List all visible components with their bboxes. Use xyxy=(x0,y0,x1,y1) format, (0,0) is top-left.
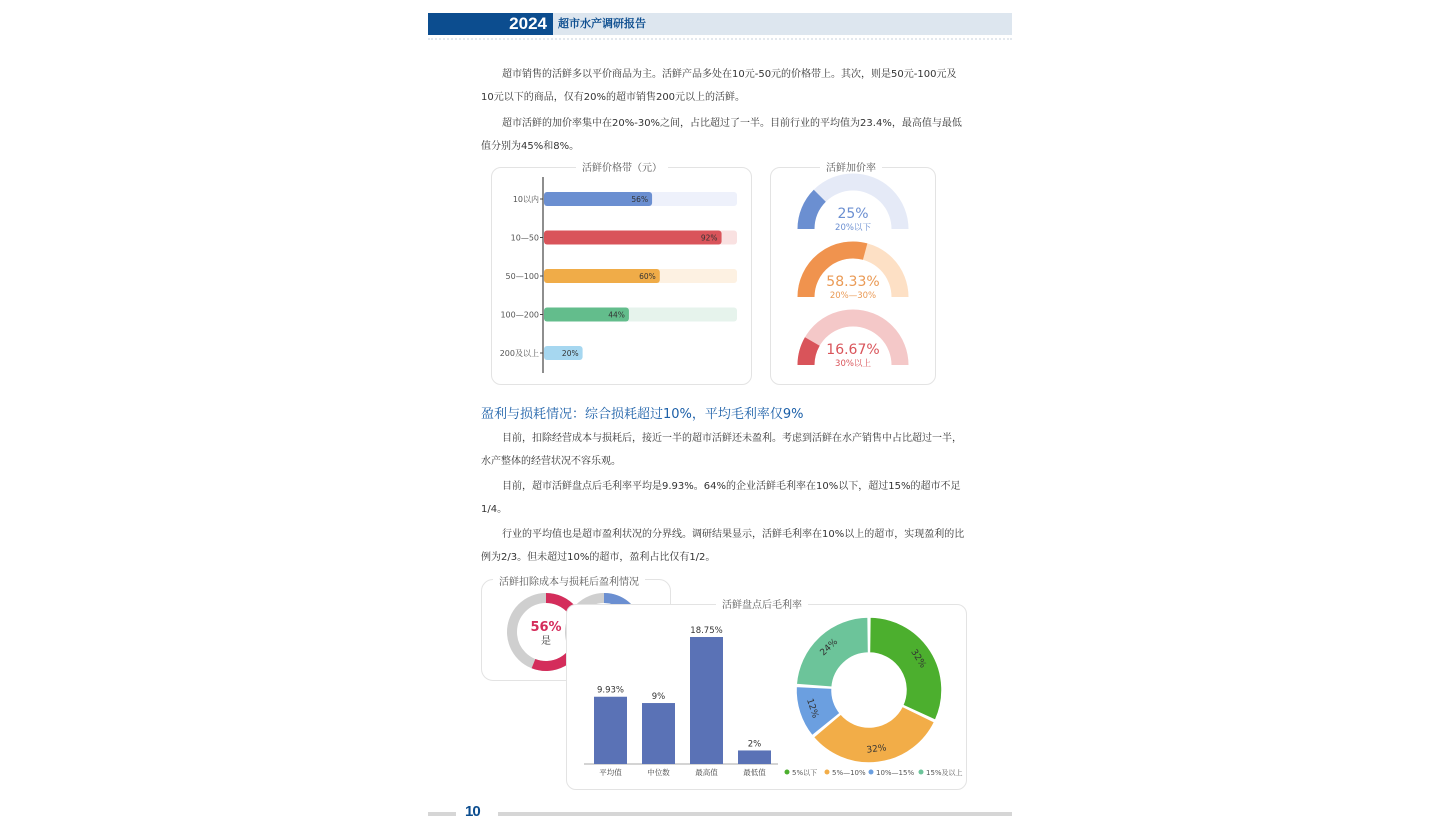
gross-margin-bar-chart xyxy=(566,604,786,788)
report-page xyxy=(428,0,1012,830)
donut-value-label: 24% xyxy=(818,637,841,659)
price-band-category-label: 50—100 xyxy=(505,272,539,281)
donut-slice xyxy=(869,617,942,720)
price-band-chart xyxy=(491,167,750,383)
legend-marker xyxy=(825,770,830,775)
gross-margin-category-label: 最低值 xyxy=(743,768,766,777)
ring-category-label: 是 xyxy=(541,636,551,647)
gross-margin-bar xyxy=(738,750,771,764)
paragraph-markup-rate: 超市活鲜的加价率集中在20%-30%之间，占比超过了一半。目前行业的平均值为23.4%，最高值与最低值分别为45%和8%。 xyxy=(481,118,962,152)
markup-rate-title: 活鲜加价率 xyxy=(820,159,882,174)
price-band-value-label: 20% xyxy=(561,349,579,358)
gross-margin-value-label: 2% xyxy=(747,739,762,750)
paragraph-price-band: 超市销售的活鲜多以平价商品为主。活鲜产品多处在10元-50元的价格带上。其次，则是50元-100元及10元以下的商品，仅有20%的超市销售200元以上的活鲜。 xyxy=(481,69,957,103)
donut-value-label: 32% xyxy=(865,743,888,756)
legend-marker xyxy=(785,770,790,775)
gross-margin-value-label: 9% xyxy=(651,692,666,703)
footer-rule-left xyxy=(428,812,456,816)
legend-marker xyxy=(919,770,924,775)
price-band-category-label: 10以内 xyxy=(512,195,539,204)
donut-value-label: 12% xyxy=(804,697,820,720)
legend-marker xyxy=(869,770,874,775)
price-band-value-label: 44% xyxy=(608,310,625,320)
gross-margin-category-label: 平均值 xyxy=(599,768,622,777)
ring-value-label: 56% xyxy=(530,620,562,635)
gauge-value-label: 58.33% xyxy=(826,274,880,290)
gauge-category-label: 30%以上 xyxy=(835,359,871,369)
page-number: 10 xyxy=(465,803,480,820)
gross-margin-bar xyxy=(642,703,675,764)
price-band-category-label: 10—50 xyxy=(510,233,539,243)
paragraph-profit-2: 目前，超市活鲜盘点后毛利率平均是9.93%。64%的企业活鲜毛利率在10%以下，超过15%的超市不足1/4。 xyxy=(481,481,961,515)
paragraph-profit-1: 目前，扣除经营成本与损耗后，接近一半的超市活鲜还未盈利。考虑到活鲜在水产销售中占比超过一半，水产整体的经营状况不容乐观。 xyxy=(481,433,962,467)
price-band-category-label: 200及以上 xyxy=(499,349,539,358)
gross-margin-bar xyxy=(690,637,723,764)
gauge-value-label: 16.67% xyxy=(826,342,880,358)
gross-margin-bar xyxy=(594,697,627,764)
gross-margin-value-label: 9.93% xyxy=(596,685,625,696)
header-title: 超市水产调研报告 xyxy=(558,17,646,30)
legend-label: 10%—15% xyxy=(876,769,915,777)
gross-margin-value-label: 18.75% xyxy=(690,626,723,636)
header-year: 2024 xyxy=(428,13,553,35)
profit-title: 活鲜扣除成本与损耗后盈利情况 xyxy=(493,573,645,588)
price-band-bar xyxy=(544,231,722,245)
page-header xyxy=(428,13,1012,35)
legend-label: 15%及以上 xyxy=(926,769,963,777)
legend-label: 5%—10% xyxy=(832,769,866,777)
paragraph-profit-3: 行业的平均值也是超市盈利状况的分界线。调研结果显示，活鲜毛利率在10%以上的超市，实现盈利的比例为2/3。但未超过10%的超市，盈利占比仅有1/2。 xyxy=(481,529,965,563)
markup-rate-chart xyxy=(770,167,934,383)
gauge-value-label: 25% xyxy=(837,206,869,222)
donut-slice xyxy=(796,617,868,687)
gross-margin-category-label: 中位数 xyxy=(647,768,670,777)
gauge-category-label: 20%—30% xyxy=(829,291,877,301)
gross-margin-category-label: 最高值 xyxy=(695,768,718,777)
header-divider xyxy=(428,38,1012,40)
price-band-value-label: 92% xyxy=(700,233,718,243)
gauge-value-arc xyxy=(806,342,812,366)
gross-margin-title: 活鲜盘点后毛利率 xyxy=(716,596,808,611)
price-band-category-label: 100—200 xyxy=(500,310,539,320)
price-band-title: 活鲜价格带（元） xyxy=(576,159,668,174)
price-band-value-label: 56% xyxy=(631,195,649,204)
gauge-category-label: 20%以下 xyxy=(835,223,871,233)
gauge-value-arc xyxy=(806,196,820,229)
gross-margin-donut-chart xyxy=(778,604,965,788)
section-heading: 盈利与损耗情况：综合损耗超过10%，平均毛利率仅9% xyxy=(481,407,804,422)
footer-rule-right xyxy=(498,812,1012,816)
price-band-value-label: 60% xyxy=(639,272,656,281)
legend-label: 5%以下 xyxy=(792,769,818,777)
donut-value-label: 32% xyxy=(908,647,928,671)
